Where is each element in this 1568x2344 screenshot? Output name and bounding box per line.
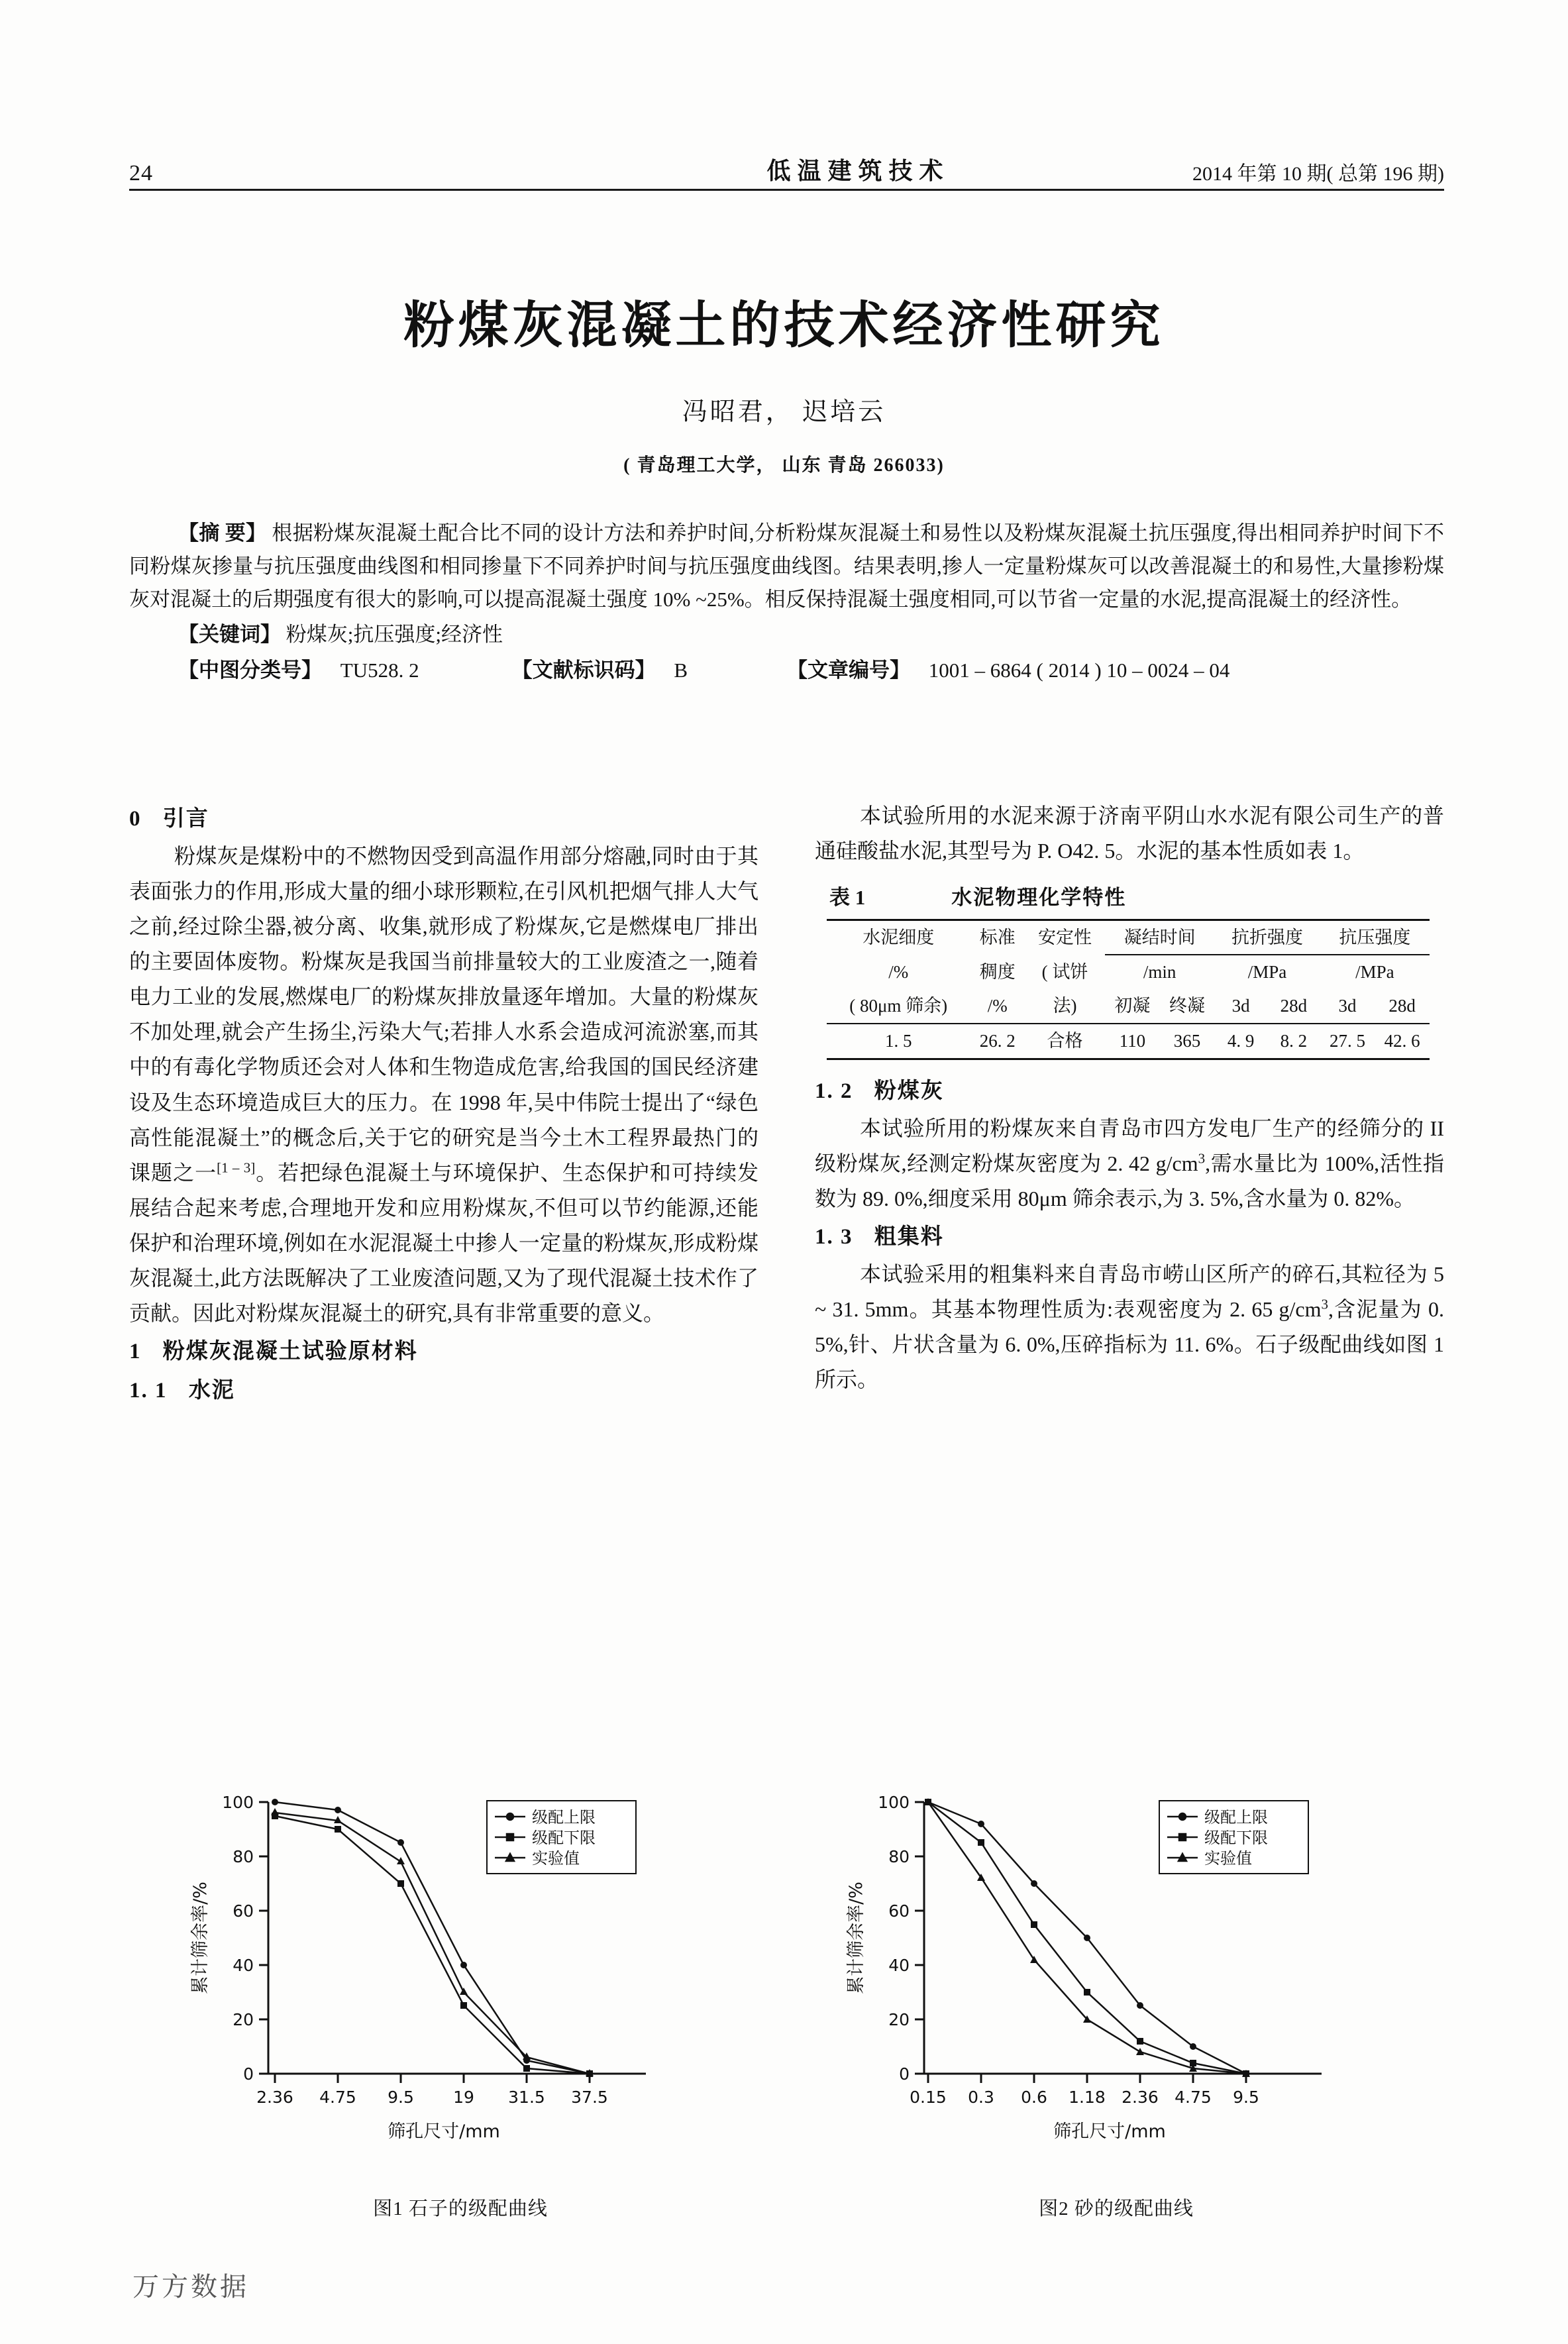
section-number-0: 0: [129, 807, 142, 831]
figure-2: [798, 1762, 1434, 2226]
svg-text:20: 20: [233, 2010, 254, 2029]
th-comp-28d: 28d: [1375, 989, 1430, 1024]
svg-text:级配上限: 级配上限: [1204, 1808, 1268, 1827]
svg-text:0: 0: [243, 2064, 254, 2084]
th-consistency: 标准: [970, 920, 1025, 955]
paragraph-flyash-a: 本试验所用的粉煤灰来自青岛市四方发电厂生产的经筛分的 II 级粉煤灰,经测定粉煤灰密度为 2. 42 g/cm: [815, 1116, 1444, 1175]
svg-text:0.3: 0.3: [968, 2088, 994, 2107]
keywords-paragraph: [129, 618, 1444, 651]
svg-text:实验值: 实验值: [532, 1849, 580, 1868]
unit-exponent-1: 3: [1198, 1150, 1206, 1167]
class-value: TU528. 2: [340, 658, 419, 682]
paragraph-flyash: [815, 1111, 1444, 1216]
cell-flex-3d: 4. 9: [1214, 1024, 1267, 1059]
cell-initial-set: 110: [1105, 1024, 1160, 1059]
section-number-1-3: 1. 3: [815, 1225, 853, 1250]
table-header-row-2: [827, 955, 1430, 989]
svg-text:60: 60: [888, 1901, 910, 1921]
th-setting-unit: /min: [1143, 962, 1176, 983]
figure-1: [142, 1762, 778, 2226]
svg-text:实验值: 实验值: [1204, 1849, 1252, 1868]
th-compressive: 抗压强度: [1320, 920, 1430, 955]
paragraph-aggregate-a: 本试验采用的粗集料来自青岛市崂山区所产的碎石,其粒径为 5 ~ 31. 5mm。其基本物理性质为:表观密度为 2. 65 g/cm: [815, 1261, 1444, 1321]
svg-text:40: 40: [233, 1956, 254, 1975]
svg-text:0.6: 0.6: [1021, 2088, 1047, 2107]
th-flex-28d: 28d: [1267, 989, 1320, 1024]
table-number: 表 1: [829, 886, 866, 910]
th-fineness: 水泥细度: [827, 920, 970, 955]
abstract-text: 根据粉煤灰混凝土配合比不同的设计方法和养护时间,分析粉煤灰混凝土和易性以及粉煤灰混凝土抗压强度,得出相同养护时间下不同粉煤灰掺量与抗压强度曲线图和相同掺量下不同养护时间与抗压强度曲线图。结果表明,掺人一定量粉煤灰可以改善混凝土的和易性,大量掺粉煤灰对混凝土的后期强度有很大的影响,可以提高混凝土强度 10% ~25%。相反保持混凝土强度相同,可以节省一定量的水泥,提高混凝土的经济性。: [129, 521, 1445, 612]
body-column-right: [815, 798, 1444, 1397]
cell-comp-3d: 27. 5: [1320, 1024, 1375, 1059]
journal-name: 低温建筑技术: [766, 158, 950, 184]
section-title-1-2: 粉煤灰: [874, 1079, 944, 1103]
th-soundness-2: ( 试饼: [1041, 961, 1088, 982]
header-divider: [129, 189, 1444, 191]
idcode-value: B: [674, 658, 688, 682]
section-title-0: 引言: [162, 807, 209, 831]
table-header-row-3: [827, 989, 1430, 1024]
th-flexural: 抗折强度: [1214, 920, 1320, 955]
table-row: [827, 1024, 1430, 1059]
cell-soundness: 合格: [1025, 1024, 1105, 1059]
svg-text:4.75: 4.75: [319, 2088, 356, 2107]
th-flexural-unit: /MPa: [1247, 962, 1287, 983]
idcode-label: 【文献标识码】: [511, 658, 656, 682]
th-final-set: 终凝: [1160, 989, 1215, 1024]
figure-2-chart: [798, 1762, 1434, 2186]
section-title-1: 粉煤灰混凝土试验原材料: [162, 1340, 418, 1364]
figure-1-chart: [142, 1762, 778, 2186]
svg-text:100: 100: [222, 1793, 254, 1812]
section-title-1-3: 粗集料: [874, 1225, 944, 1250]
paragraph-aggregate: [815, 1257, 1444, 1397]
page-title: 粉煤灰混凝土的技术经济性研究: [403, 295, 1165, 354]
section-heading-1-1: [129, 1373, 758, 1409]
section-heading-0: [129, 801, 758, 837]
cell-fineness: 1. 5: [827, 1024, 970, 1059]
svg-text:60: 60: [233, 1901, 254, 1921]
th-fineness-sieve: ( 80μm 筛余): [827, 989, 970, 1024]
th-fineness-unit: /%: [888, 961, 909, 982]
svg-text:80: 80: [888, 1847, 910, 1866]
idcode-group: [512, 654, 688, 687]
svg-text:0: 0: [899, 2064, 910, 2084]
paragraph-aggregate-b: ,含泥量为 0. 5%,针、片状含量为 6. 0%,压碎指标为 11. 6%。石子级配曲线如图 1 所示。: [815, 1297, 1444, 1392]
svg-text:31.5: 31.5: [508, 2088, 545, 2107]
figures-row: [129, 1762, 1444, 2226]
table-title: 水泥物理化学特性: [951, 886, 1127, 910]
keywords-text: 粉煤灰;抗压强度;经济性: [286, 622, 503, 646]
svg-text:级配上限: 级配上限: [532, 1808, 596, 1827]
svg-text:2.36: 2.36: [256, 2088, 293, 2107]
unit-exponent-2: 3: [1321, 1296, 1328, 1312]
th-setting-time: 凝结时间: [1105, 920, 1214, 955]
watermark: 万方数据: [132, 2272, 249, 2302]
svg-text:级配下限: 级配下限: [1204, 1829, 1268, 1847]
classification-row: [129, 654, 1444, 687]
svg-text:9.5: 9.5: [388, 2088, 414, 2107]
th-compressive-unit: /MPa: [1355, 962, 1394, 983]
svg-text:19: 19: [453, 2088, 474, 2107]
svg-text:2.36: 2.36: [1122, 2088, 1159, 2107]
svg-text:筛孔尺寸/mm: 筛孔尺寸/mm: [1053, 2121, 1166, 2142]
paragraph-cement: 本试验所用的水泥来源于济南平阴山水水泥有限公司生产的普通硅酸盐水泥,其型号为 P. O42. 5。水泥的基本性质如表 1。: [815, 804, 1444, 863]
abstract-paragraph: [129, 517, 1444, 617]
figure-2-caption: 图2 砂的级配曲线: [1039, 2198, 1194, 2219]
abstract-block: [129, 517, 1444, 687]
page-number: 24: [129, 161, 153, 186]
svg-text:筛孔尺寸/mm: 筛孔尺寸/mm: [388, 2121, 500, 2142]
th-comp-3d: 3d: [1320, 989, 1375, 1024]
table-block: [815, 880, 1444, 1060]
table-caption: [815, 880, 1444, 914]
svg-text:20: 20: [888, 2010, 910, 2029]
paragraph-intro-text-cont: 。若把绿色混凝土与环境保护、生态保护和可持续发展结合起来考虑,合理地开发和应用粉煤灰,不但可以节约能源,还能保护和治理环境,例如在水泥混凝土中掺人一定量的粉煤灰,形成粉煤灰混凝土,此方法既解决了工业废渣问题,又为了现代混凝土技术作了贡献。因此对粉煤灰混凝土的研究,具有非常重要的意义。: [129, 1160, 758, 1326]
artno-label: 【文章编号】: [787, 658, 911, 682]
svg-text:级配下限: 级配下限: [532, 1829, 596, 1847]
cement-properties-table: [827, 919, 1430, 1060]
section-title-1-1: 水泥: [188, 1379, 235, 1403]
section-number-1: 1: [129, 1340, 142, 1364]
paragraph-intro-text: 粉煤灰是煤粉中的不燃物因受到高温作用部分熔融,同时由于其表面张力的作用,形成大量的细小球形颗粒,在引风机把烟气排人大气之前,经过除尘器,被分离、收集,就形成了粉煤灰,它是燃煤电厂排出的主要固体废物。粉煤灰是我国当前排量较大的工业废渣之一,随着电力工业的发展,燃煤电厂的粉煤灰排放量逐年增加。大量的粉煤灰不加处理,就会产生扬尘,污染大气;若排人水系会造成河流淤塞,而其中的有毒化学物质还会对人体和生物造成危害,给我国的国民经济建设及生态环境造成巨大的压力。在 1998 年,吴中伟院士提出了“绿色高性能混凝土”的概念后,关于它的研究是当今土木工程界最热门的课题之一: [129, 843, 758, 1185]
issue-info: 2014 年第 10 期( 总第 196 期): [1192, 163, 1444, 185]
artno-value: 1001 – 6864 ( 2014 ) 10 – 0024 – 04: [928, 658, 1230, 682]
svg-text:1.18: 1.18: [1069, 2088, 1106, 2107]
cell-flex-28d: 8. 2: [1267, 1024, 1320, 1059]
th-initial-set: 初凝: [1105, 989, 1160, 1024]
author-list: 冯昭君， 迟培云: [682, 398, 886, 426]
th-consistency-2: 稠度: [979, 961, 1016, 982]
svg-text:0.15: 0.15: [910, 2088, 947, 2107]
svg-text:80: 80: [233, 1847, 254, 1866]
svg-text:累计筛余率/%: 累计筛余率/%: [190, 1882, 211, 1994]
svg-text:40: 40: [888, 1956, 910, 1975]
th-flex-3d: 3d: [1214, 989, 1267, 1024]
section-number-1-2: 1. 2: [815, 1079, 853, 1103]
cell-consistency: 26. 2: [970, 1024, 1025, 1059]
th-soundness: 安定性: [1025, 920, 1105, 955]
section-heading-1-3: [815, 1219, 1444, 1255]
running-header: [129, 152, 1444, 186]
table-header-row-1: [827, 920, 1430, 955]
svg-text:9.5: 9.5: [1233, 2088, 1259, 2107]
abstract-label: 【摘 要】: [178, 521, 267, 545]
svg-text:4.75: 4.75: [1175, 2088, 1212, 2107]
paragraph-intro: [129, 839, 758, 1332]
section-heading-1: [129, 1334, 758, 1370]
svg-text:37.5: 37.5: [571, 2088, 608, 2107]
article-number-group: [787, 654, 1229, 687]
section-heading-1-2: [815, 1073, 1444, 1110]
figure-1-caption: 图1 石子的级配曲线: [373, 2198, 548, 2219]
cell-comp-28d: 42. 6: [1375, 1024, 1430, 1059]
affiliation: ( 青岛理工大学， 山东 青岛 266033): [623, 455, 945, 476]
paragraph-flyash-b: ,需水量比为 100%,活性指数为 89. 0%,细度采用 80μm 筛余表示,为 3. 5%,含水量为 0. 82%。: [815, 1151, 1444, 1210]
keywords-label: 【关键词】: [178, 622, 281, 646]
th-soundness-method: 法): [1025, 989, 1105, 1024]
th-consistency-unit: /%: [970, 989, 1025, 1024]
section-number-1-1: 1. 1: [129, 1379, 168, 1403]
class-group: [178, 654, 419, 687]
body-column-left: [129, 798, 758, 1411]
svg-text:100: 100: [878, 1793, 910, 1812]
svg-text:累计筛余率/%: 累计筛余率/%: [846, 1882, 866, 1994]
class-label: 【中图分类号】: [178, 658, 322, 682]
citation-ref: [1 – 3]: [217, 1159, 256, 1176]
cell-final-set: 365: [1160, 1024, 1215, 1059]
